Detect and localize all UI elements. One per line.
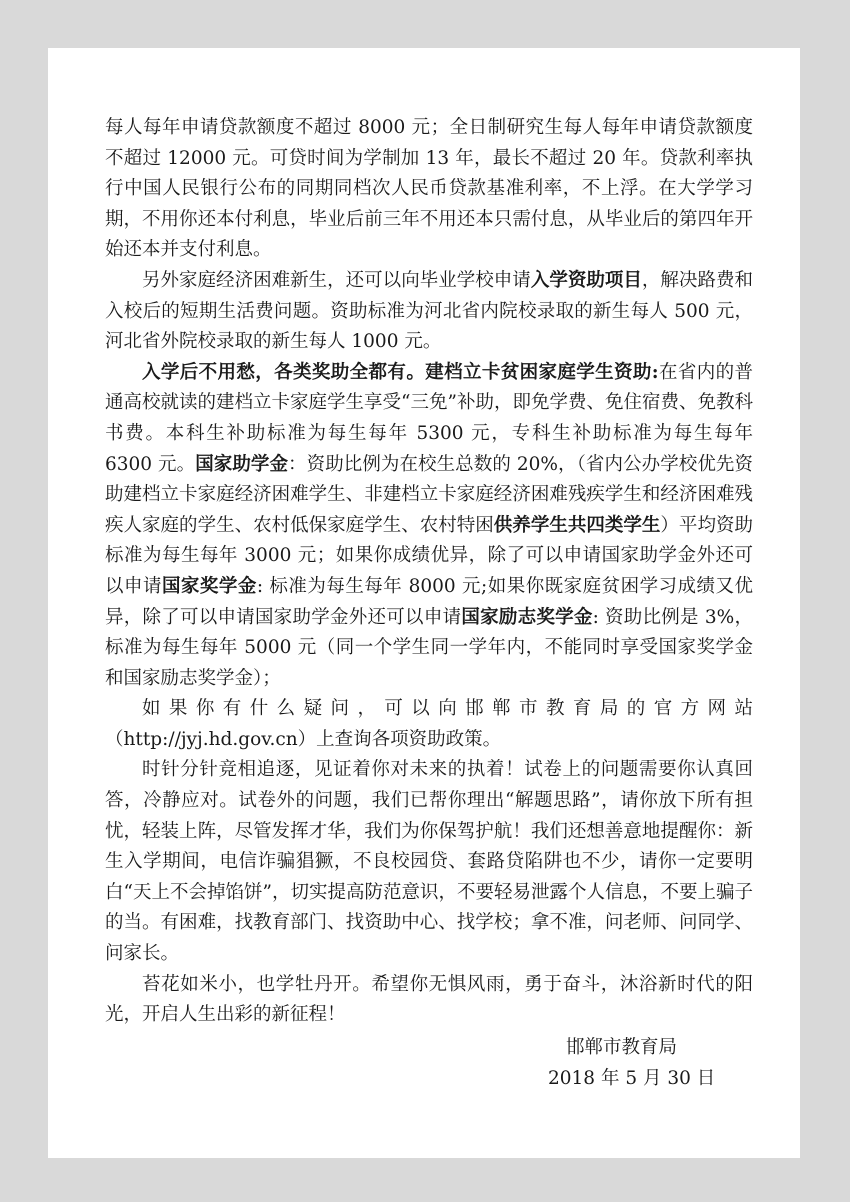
paragraph-website xyxy=(105,694,753,755)
four-categories-label: 供养学生共四类学生 xyxy=(493,514,661,536)
paragraph-closing-text: 苔花如米小，也学牡丹开。希望你无惧风雨，勇于奋斗，沐浴新时代的阳光，开启人生出彩的新征程！ xyxy=(105,973,753,1026)
scholarships-text-1: 在省内的普通高校就读的建档立卡家庭学生享受“三免”补助，即免学费、免住宿费、免教科书费。本科生补助标准为每生每年 5300 元，专科生补助标准为每生每年 6300 元。 xyxy=(105,361,753,475)
paragraph-scholarships xyxy=(105,358,753,695)
entrance-aid-text-1: 另外家庭经济困难新生，还可以向毕业学校申请 xyxy=(142,269,531,291)
national-scholarship-label: 国家奖学金 xyxy=(161,575,257,597)
document-page xyxy=(48,48,800,1158)
paragraph-loan-terms xyxy=(105,113,753,266)
scholarships-text-2: ：资助比例为在校生总数的 20%，（省内公办学校优先资助建档立卡家庭经济困难学生、非建档立卡家庭经济困难残疾学生和经济困难残疾人家庭的学生、农村低保家庭学生、农村特困 xyxy=(105,453,753,536)
national-encouragement-scholarship-label: 国家励志奖学金 xyxy=(461,606,593,628)
paragraph-loan-terms-text: 每人每年申请贷款额度不超过 8000 元；全日制研究生每人每年申请贷款额度不超过 12000 元。可贷时间为学制加 13 年，最长不超过 20 年。贷款利率执行中国人民银行公布的同期同档次人民币贷款基准利率，不上浮。在大学学习期，不用你还本付利息，毕业后前三年不用还本只需付息，从毕业后的第四年开始还本并支付利息。 xyxy=(105,117,753,261)
paragraph-closing xyxy=(105,970,753,1031)
paragraph-reminder-text: 时针分针竞相追逐，见证着你对未来的执着！试卷上的问题需要你认真回答，冷静应对。试卷外的问题，我们已帮你理出“解题思路”，请你放下所有担忧，轻装上阵，尽管发挥才华，我们为你保驾护航！我们还想善意地提醒你：新生入学期间，电信诈骗猖獗，不良校园贷、套路贷陷阱也不少，请你一定要明白“天上不会掉馅饼”，切实提高防范意识，不要轻易泄露个人信息，不要上骗子的当。有困难，找教育部门、找资助中心、找学校；拿不准，问老师、问同学、问家长。 xyxy=(105,759,753,965)
signature-organization: 邯郸市教育局 xyxy=(566,1037,678,1058)
signature-date: 2018 年 5 月 30 日 xyxy=(548,1067,716,1089)
scholarships-heading: 入学后不用愁，各类奖助全都有。建档立卡贫困家庭学生资助: xyxy=(142,361,659,383)
scholarships-text-4: : 标准为每生每年 8000 元;如果你既家庭贫困学习成绩又优异，除了可以申请国家助学金外还可以申请 xyxy=(105,575,753,628)
entrance-aid-project-label: 入学资助项目 xyxy=(530,269,642,291)
paragraph-website-text: 如果你有什么疑问，可以向邯郸市教育局的官方网站（http://jyj.hd.gov.cn）上查询各项资助政策。 xyxy=(105,698,753,750)
paragraph-reminder xyxy=(105,755,753,969)
paragraph-entrance-aid xyxy=(105,266,753,358)
entrance-aid-text-2: ，解决路费和入校后的短期生活费问题。资助标准为河北省内院校录取的新生每人 500 元，河北省外院校录取的新生每人 1000 元。 xyxy=(105,269,753,353)
national-grant-label: 国家助学金 xyxy=(195,453,289,475)
scholarships-text-5: : 资助比例是 3%，标准为每生每年 5000 元（同一个学生同一学年内，不能同时享受国家奖学金和国家励志奖学金）； xyxy=(105,606,753,689)
signature-block xyxy=(548,1033,788,1094)
scholarships-text-3: ）平均资助标准为每生每年 3000 元；如果你成绩优异，除了可以申请国家助学金外还可以申请 xyxy=(105,514,753,597)
document-body xyxy=(105,113,753,1031)
